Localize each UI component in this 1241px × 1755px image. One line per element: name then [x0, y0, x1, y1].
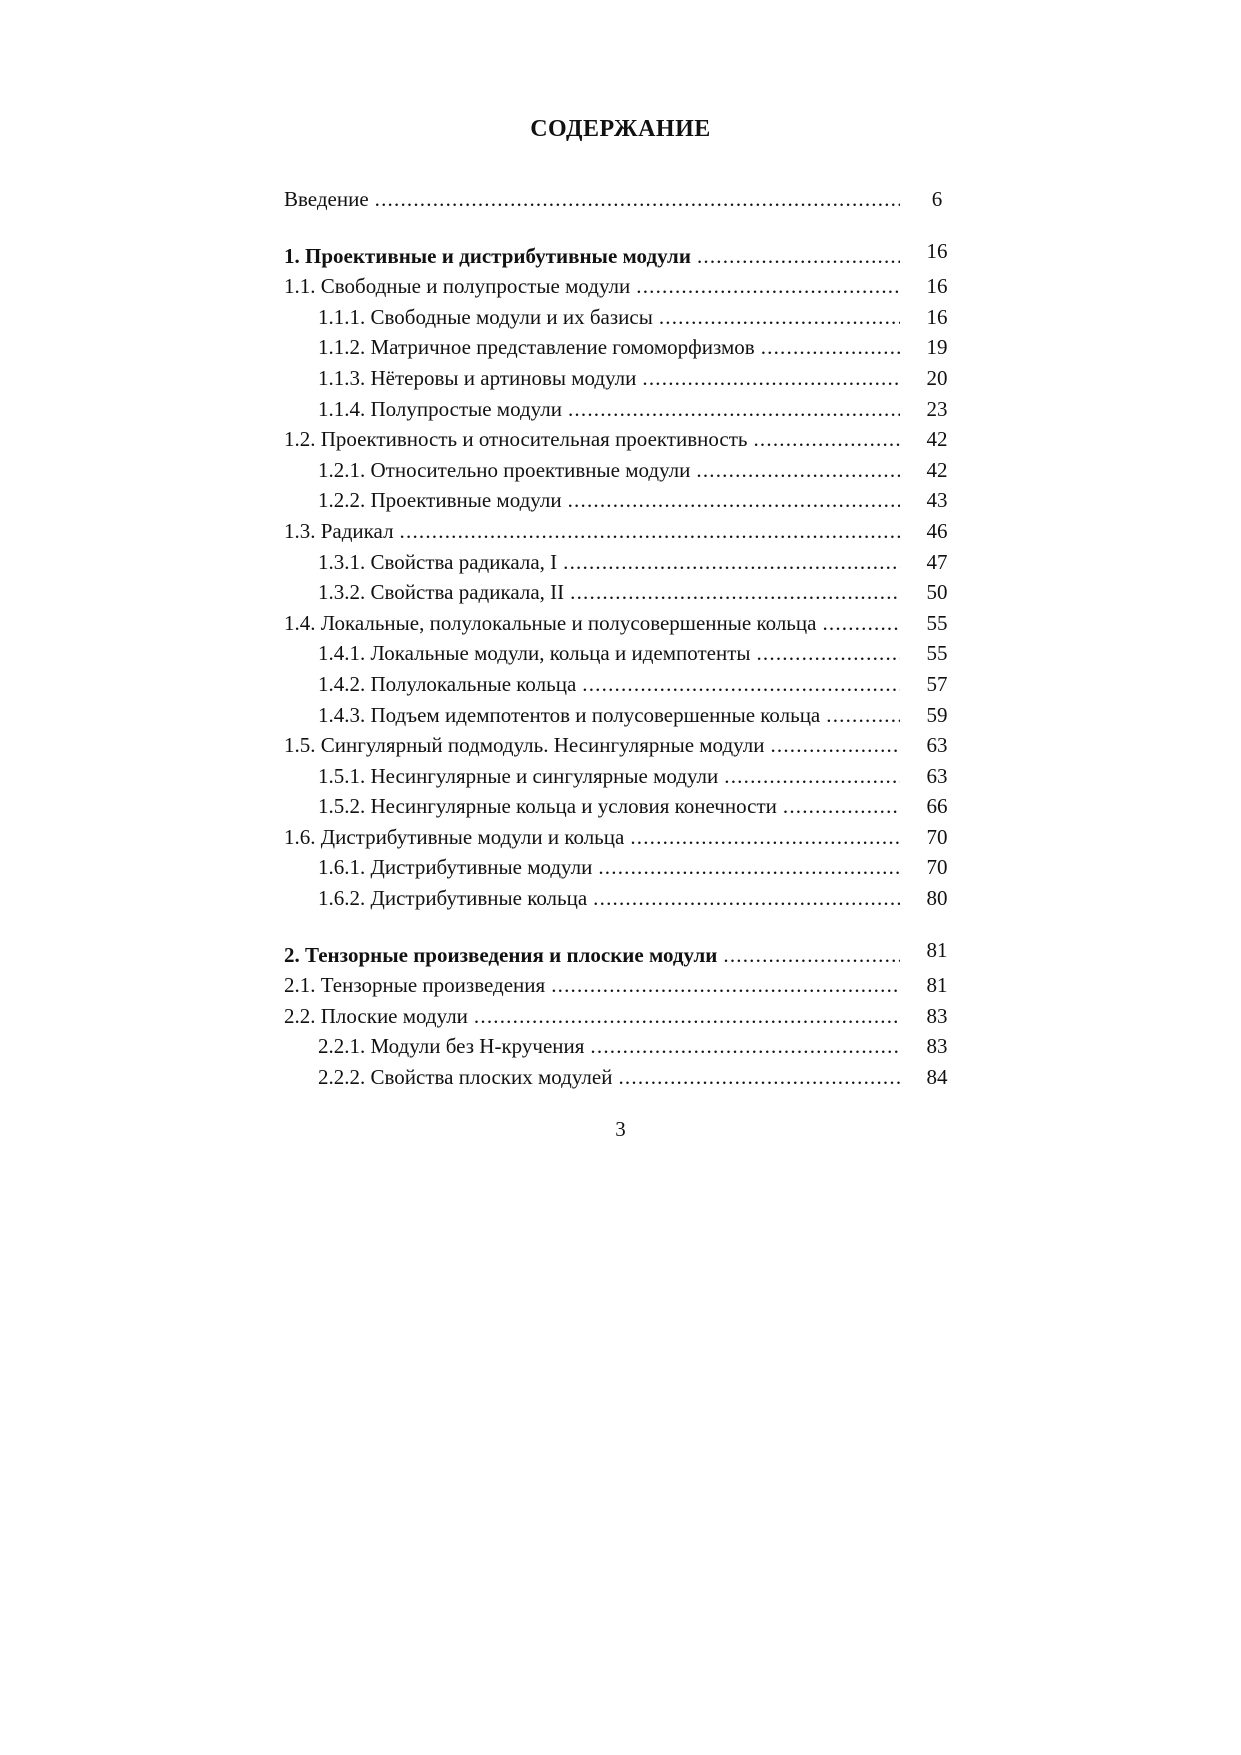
dot-leader [582, 669, 900, 700]
toc-entry-subsection [284, 883, 960, 914]
toc-entry-subsection [284, 638, 960, 669]
toc-entry-subsection [284, 791, 960, 822]
toc-entry-label: 1.1.1. Свободные модули и их базисы [318, 304, 653, 329]
dot-leader [723, 940, 900, 971]
toc-page-number: 80 [926, 886, 948, 911]
dot-leader [826, 700, 900, 731]
toc-entry-label: 1.3. Радикал [284, 518, 394, 543]
toc-entry-label: 2.2. Плоские модули [284, 1003, 468, 1028]
toc-entry-subsection [284, 1062, 960, 1093]
toc-page-number: 47 [926, 549, 948, 574]
toc-entry-label: 2. Тензорные произведения и плоские модули [284, 942, 718, 967]
toc-entry-section [284, 516, 960, 547]
dot-leader [630, 822, 900, 853]
dot-leader [642, 363, 900, 394]
dot-leader [783, 791, 900, 822]
toc-entry-section [284, 608, 960, 639]
toc-page-number: 63 [926, 763, 948, 788]
toc-page-number: 55 [926, 610, 948, 635]
toc-entry-chapter-2 [284, 937, 960, 971]
toc-entry-subsection [284, 577, 960, 608]
dot-leader [697, 241, 900, 272]
toc-page-number: 70 [926, 855, 948, 880]
toc-entry-subsection [284, 700, 960, 731]
dot-leader [761, 332, 900, 363]
toc-entry-label: 1.4.3. Подъем идемпотентов и полусовершенные кольца [318, 702, 821, 727]
toc-page-number: 42 [926, 457, 948, 482]
toc-page-number: 55 [926, 641, 948, 666]
toc-entry-section [284, 1001, 960, 1032]
toc-page-number: 66 [926, 794, 948, 819]
toc-entry-label: 1.4.1. Локальные модули, кольца и идемпотенты [318, 641, 751, 666]
toc-page-number: 70 [926, 824, 948, 849]
dot-leader [724, 761, 900, 792]
toc-entry-label: 1.5. Сингулярный подмодуль. Несингулярные модули [284, 733, 765, 758]
toc-entry-subsection [284, 302, 960, 333]
toc-page-number: 63 [926, 733, 948, 758]
toc-entry-subsection [284, 394, 960, 425]
toc-entry-label: 1.6.1. Дистрибутивные модули [318, 855, 593, 880]
toc-page-number: 83 [926, 1034, 948, 1059]
toc-page-number: 81 [926, 973, 948, 998]
toc-entry-label: 1.5.1. Несингулярные и сингулярные модули [318, 763, 719, 788]
dot-leader [563, 547, 900, 578]
toc-entry-label: 1.3.2. Свойства радикала, II [318, 580, 565, 605]
toc-entry-subsection [284, 332, 960, 363]
toc-page-number: 84 [926, 1065, 948, 1090]
toc-entry-label: 2.2.1. Модули без H-кручения [318, 1034, 585, 1059]
toc-entry-label: 1.6. Дистрибутивные модули и кольца [284, 824, 625, 849]
toc-entry-label: 1.4.2. Полулокальные кольца [318, 671, 577, 696]
toc-entry-label: 1.1.4. Полупростые модули [318, 396, 562, 421]
dot-leader [659, 302, 900, 333]
dot-leader [618, 1062, 900, 1093]
toc-entry-subsection [284, 363, 960, 394]
toc-page-number: 19 [926, 335, 948, 360]
toc-page-number: 20 [926, 365, 948, 390]
toc-page-number: 43 [926, 488, 948, 513]
page-title: СОДЕРЖАНИЕ [530, 116, 711, 142]
dot-leader [593, 883, 900, 914]
dot-leader [598, 852, 900, 883]
toc-page-number: 83 [926, 1003, 948, 1028]
toc-entry-section [284, 730, 960, 761]
toc-entry-subsection [284, 455, 960, 486]
toc-entry-label: 1.2.1. Относительно проективные модули [318, 457, 691, 482]
dot-leader [400, 516, 900, 547]
toc-entry-section [284, 822, 960, 853]
dot-leader [375, 184, 900, 215]
toc-entry-subsection [284, 485, 960, 516]
dot-leader [756, 638, 900, 669]
dot-leader [696, 455, 900, 486]
toc-page-number: 57 [926, 671, 948, 696]
dot-leader [568, 394, 900, 425]
toc-entry-label: 1.5.2. Несингулярные кольца и условия конечности [318, 794, 777, 819]
toc-entry-label: 1. Проективные и дистрибутивные модули [284, 243, 691, 268]
toc-page-number: 23 [926, 396, 948, 421]
dot-leader [822, 608, 900, 639]
toc-entry-section [284, 424, 960, 455]
toc-entry-label: 1.2.2. Проективные модули [318, 488, 562, 513]
toc-page-number: 42 [926, 427, 948, 452]
dot-leader [753, 424, 900, 455]
toc-entry-subsection [284, 852, 960, 883]
toc-entry-subsection [284, 547, 960, 578]
toc-entry-subsection [284, 761, 960, 792]
toc-page-number: 50 [926, 580, 948, 605]
dot-leader [590, 1031, 900, 1062]
table-of-contents [284, 184, 960, 1093]
toc-entry-section [284, 271, 960, 302]
toc-entry-subsection [284, 1031, 960, 1062]
toc-entry-label: 2.1. Тензорные произведения [284, 973, 546, 998]
toc-entry-introduction [284, 184, 960, 215]
toc-entry-label: 1.1.3. Нётеровы и артиновы модули [318, 365, 637, 390]
toc-page-number: 16 [926, 274, 948, 299]
toc-entry-label: 1.2. Проективность и относительная проективность [284, 427, 748, 452]
toc-entry-section [284, 970, 960, 1001]
toc-entry-label: 1.3.1. Свойства радикала, I [318, 549, 558, 574]
dot-leader [551, 970, 900, 1001]
toc-entry-subsection [284, 669, 960, 700]
toc-page-number: 16 [926, 304, 948, 329]
toc-entry-label: 1.1.2. Матричное представление гомоморфизмов [318, 335, 755, 360]
toc-page-number: 46 [926, 518, 948, 543]
toc-entry-label: 2.2.2. Свойства плоских модулей [318, 1065, 613, 1090]
toc-entry-label: 1.4. Локальные, полулокальные и полусовершенные кольца [284, 610, 817, 635]
dot-leader [474, 1001, 900, 1032]
toc-page-number: 81 [926, 937, 948, 962]
toc-entry-label: Введение [284, 187, 369, 211]
page-number: 3 [615, 1117, 626, 1141]
toc-page-number: 6 [931, 187, 943, 211]
dot-leader [770, 730, 900, 761]
toc-entry-label: 1.6.2. Дистрибутивные кольца [318, 886, 588, 911]
toc-page-number: 16 [926, 238, 948, 263]
toc-entry-chapter-1 [284, 238, 960, 272]
dot-leader [636, 271, 900, 302]
dot-leader [568, 485, 900, 516]
dot-leader [570, 577, 900, 608]
toc-page-number: 59 [926, 702, 948, 727]
toc-entry-label: 1.1. Свободные и полупростые модули [284, 274, 631, 299]
